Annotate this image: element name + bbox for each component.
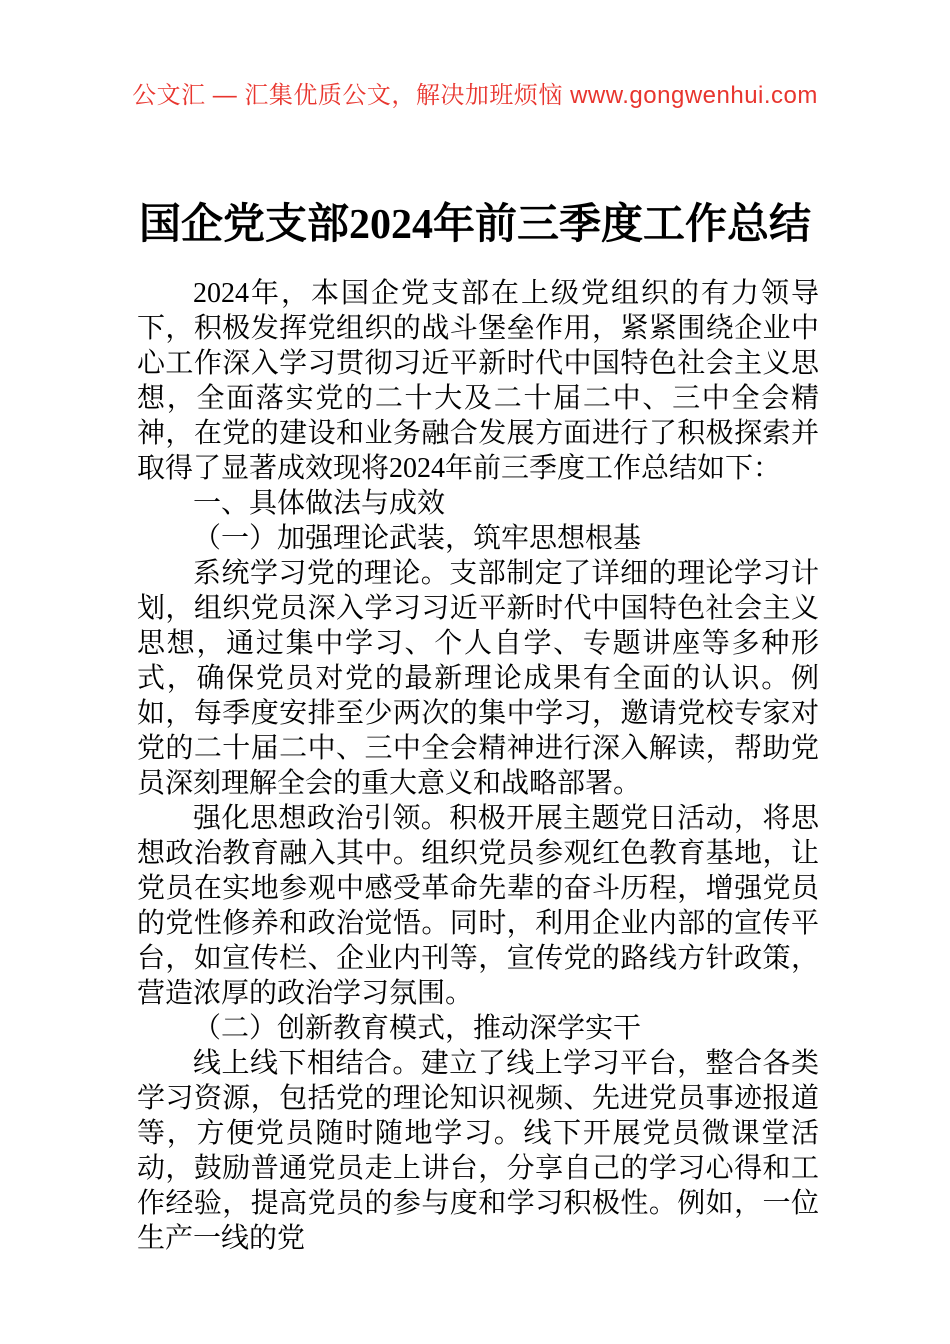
paragraph-online-offline: 线上线下相结合。建立了线上学习平台，整合各类学习资源，包括党的理论知识视频、先进党员事迹报道等，方便党员随时随地学习。线下开展党员微课堂活动，鼓励普通党员走上讲台，分享自己的学习心得和工作经验，提高党员的参与度和学习积极性。例如，一位生产一线的党 bbox=[137, 1048, 819, 1254]
heading-section-1: 一、具体做法与成效 bbox=[193, 488, 446, 519]
paragraph-theory-study: 系统学习党的理论。支部制定了详细的理论学习计划，组织党员深入学习习近平新时代中国特色社会主义思想，通过集中学习、个人自学、专题讲座等多种形式，确保党员对党的最新理论成果有全面的认识。例如，每季度安排至少两次的集中学习，邀请党校专家对党的二十届二中、三中全会精神进行深入解读，帮助党员深刻理解全会的重大意义和战略部署。 bbox=[137, 558, 819, 799]
paragraph-intro: 2024年，本国企党支部在上级党组织的有力领导下，积极发挥党组织的战斗堡垒作用，紧紧围绕企业中心工作深入学习贯彻习近平新时代中国特色社会主义思想，全面落实党的二十大及二十届二中、三中全会精神，在党的建设和业务融合发展方面进行了积极探索并取得了显著成效现将2024年前三季度工作总结如下： bbox=[137, 278, 819, 484]
site-watermark-header: 公文汇 — 汇集优质公文，解决加班烦恼 www.gongwenhui.com bbox=[132, 82, 818, 109]
paragraph-ideology-leadership: 强化思想政治引领。积极开展主题党日活动，将思想政治教育融入其中。组织党员参观红色教育基地，让党员在实地参观中感受革命先辈的奋斗历程，增强党员的党性修养和政治觉悟。同时，利用企业内部的宣传平台，如宣传栏、企业内刊等，宣传党的路线方针政策，营造浓厚的政治学习氛围。 bbox=[137, 803, 819, 1009]
document-title: 国企党支部2024年前三季度工作总结 bbox=[138, 202, 811, 249]
document-body bbox=[137, 276, 819, 1256]
heading-subsection-1-1: （一）加强理论武装，筑牢思想根基 bbox=[193, 523, 642, 554]
heading-subsection-1-2: （二）创新教育模式，推动深学实干 bbox=[193, 1013, 642, 1044]
